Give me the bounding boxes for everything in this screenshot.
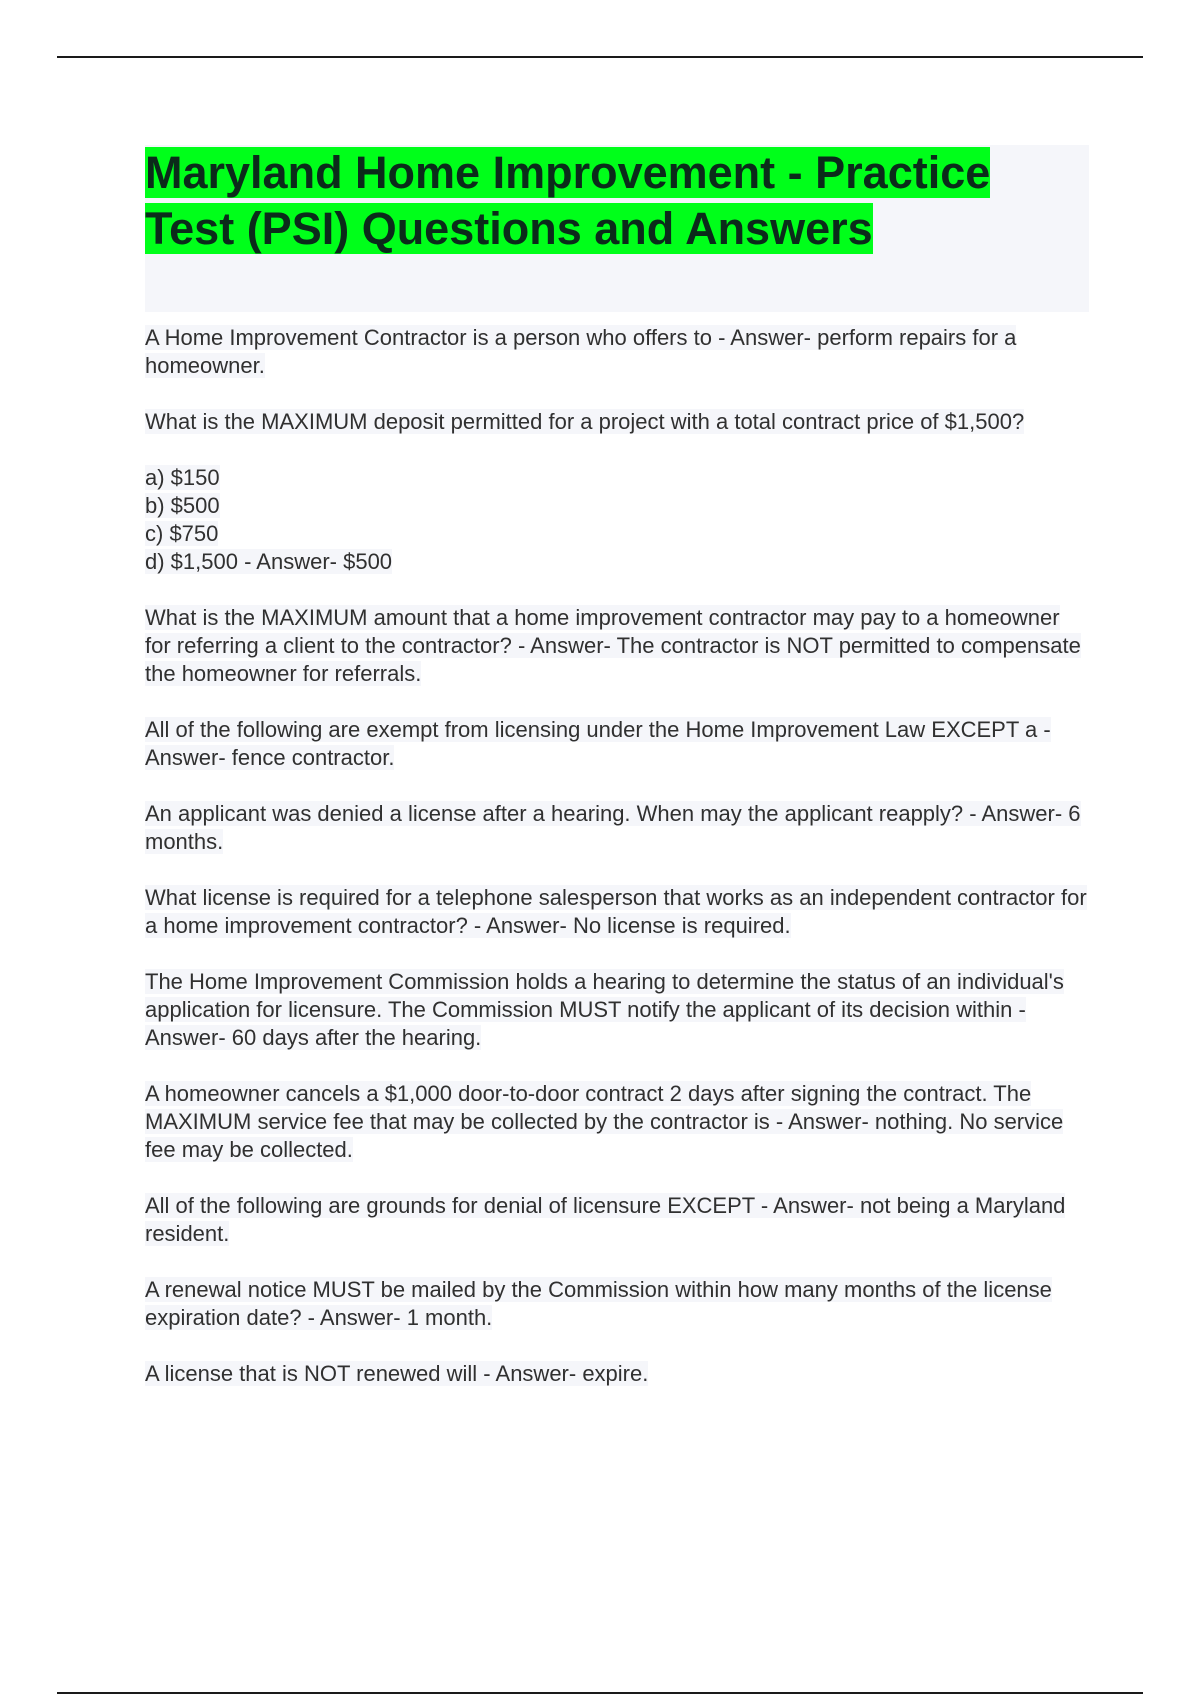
option-b	[145, 492, 1089, 520]
qa-text: A license that is NOT renewed will - Answer- expire.	[145, 1361, 649, 1386]
qa-item	[145, 1276, 1089, 1332]
option-a	[145, 464, 1089, 492]
option-text: a) $150	[145, 465, 220, 490]
top-rule	[57, 56, 1143, 58]
qa-item	[145, 1080, 1089, 1164]
qa-text: What is the MAXIMUM deposit permitted for a project with a total contract price of $1,500?	[145, 409, 1025, 434]
qa-list	[145, 324, 1089, 1388]
option-d	[145, 548, 1089, 576]
option-text: d) $1,500 - Answer- $500	[145, 549, 393, 574]
qa-item	[145, 1360, 1089, 1388]
bottom-rule	[57, 1692, 1143, 1694]
option-c	[145, 520, 1089, 548]
qa-text: An applicant was denied a license after a hearing. When may the applicant reapply? - Answer- 6 months.	[145, 801, 1081, 854]
qa-item	[145, 408, 1089, 436]
qa-item	[145, 968, 1089, 1052]
qa-item	[145, 800, 1089, 856]
document-title-text: Maryland Home Improvement - Practice Test (PSI) Questions and Answers	[145, 147, 991, 254]
answer-options	[145, 464, 1089, 576]
qa-text: All of the following are grounds for denial of licensure EXCEPT - Answer- not being a Maryland resident.	[145, 1193, 1066, 1246]
option-text: b) $500	[145, 493, 220, 518]
qa-text: A homeowner cancels a $1,000 door-to-door contract 2 days after signing the contract. The MAXIMUM service fee that may be collected by the contractor is - Answer- nothing. No service fee may be collected.	[145, 1081, 1064, 1162]
document-title	[145, 145, 1089, 257]
qa-item	[145, 1192, 1089, 1248]
qa-text: A Home Improvement Contractor is a person who offers to - Answer- perform repairs for a homeowner.	[145, 325, 1017, 378]
qa-item	[145, 884, 1089, 940]
option-text: c) $750	[145, 521, 219, 546]
qa-text: All of the following are exempt from licensing under the Home Improvement Law EXCEPT a - Answer- fence contractor.	[145, 717, 1051, 770]
qa-text: What is the MAXIMUM amount that a home improvement contractor may pay to a homeowner for referring a client to the contractor? - Answer- The contractor is NOT permitted to compensate the homeowner for referrals.	[145, 605, 1081, 686]
document-body	[145, 145, 1089, 1416]
qa-item	[145, 604, 1089, 688]
qa-text: The Home Improvement Commission holds a hearing to determine the status of an individual's application for licensure. The Commission MUST notify the applicant of its decision within - Answer- 60 days after the hearing.	[145, 969, 1064, 1050]
qa-text: A renewal notice MUST be mailed by the Commission within how many months of the license expiration date? - Answer- 1 month.	[145, 1277, 1052, 1330]
title-block	[145, 145, 1089, 312]
qa-item	[145, 324, 1089, 380]
qa-item	[145, 716, 1089, 772]
qa-text: What license is required for a telephone salesperson that works as an independent contractor for a home improvement contractor? - Answer- No license is required.	[145, 885, 1087, 938]
